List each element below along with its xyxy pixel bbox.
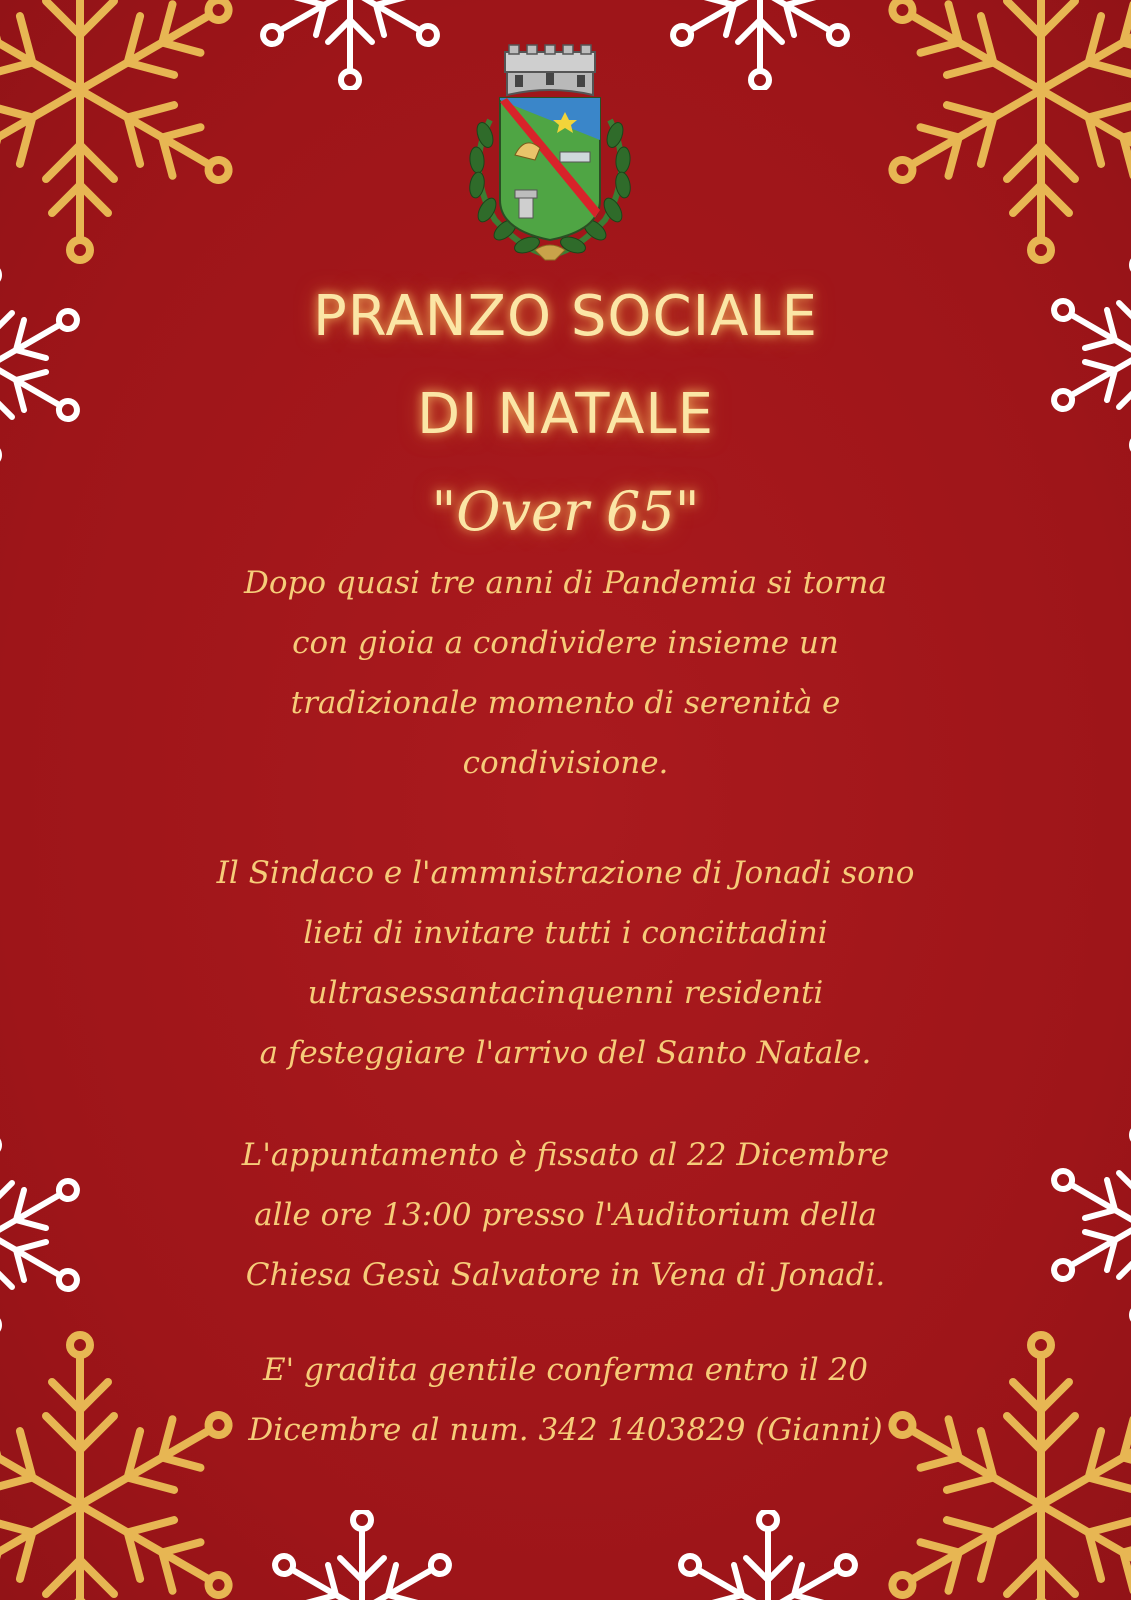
intro-line: con gioia a condividere insieme un (292, 625, 839, 661)
title-line-3: "Over 65" (431, 480, 700, 543)
invite-line: lieti di invitare tutti i concittadini (303, 915, 828, 951)
gold-snowflake-icon-top-right (871, 0, 1131, 270)
intro-line: condivisione. (462, 745, 669, 781)
gold-snowflake-icon-top-left (0, 0, 260, 270)
intro-line: Dopo quasi tre anni di Pandemia si torna (244, 565, 887, 601)
white-snowflake-icon-bottom-a (262, 1510, 462, 1600)
appointment-line: L'appuntamento è fissato al 22 Dicembre (241, 1137, 890, 1173)
mural-crown-icon (505, 45, 595, 95)
intro-paragraph (0, 553, 1131, 793)
title-line-1: PRANZO SOCIALE (313, 284, 818, 349)
invite-line: a festeggiare l'arrivo del Santo Natale. (259, 1035, 872, 1071)
title-line-2: DI NATALE (416, 382, 715, 447)
white-snowflake-icon-bottom-b (668, 1510, 868, 1600)
rsvp-line: Dicembre al num. 342 1403829 (Gianni) (248, 1412, 883, 1448)
rsvp-paragraph (0, 1340, 1131, 1460)
shield-icon (500, 98, 600, 240)
rsvp-line: E' gradita gentile conferma entro il 20 (263, 1352, 868, 1388)
appointment-line: Chiesa Gesù Salvatore in Vena di Jonadi. (245, 1257, 886, 1293)
invite-paragraph (0, 843, 1131, 1083)
white-snowflake-icon-top-a (250, 0, 450, 90)
appointment-paragraph (0, 1125, 1131, 1305)
invite-line: Il Sindaco e l'ammnistrazione di Jonadi sono (216, 855, 915, 891)
appointment-line: alle ore 13:00 presso l'Auditorium della (254, 1197, 877, 1233)
intro-line: tradizionale momento di serenità e (290, 685, 841, 721)
coat-of-arms-icon (455, 40, 645, 265)
invite-line: ultrasessantacinquenni residenti (307, 975, 824, 1011)
white-snowflake-icon-top-b (660, 0, 860, 90)
